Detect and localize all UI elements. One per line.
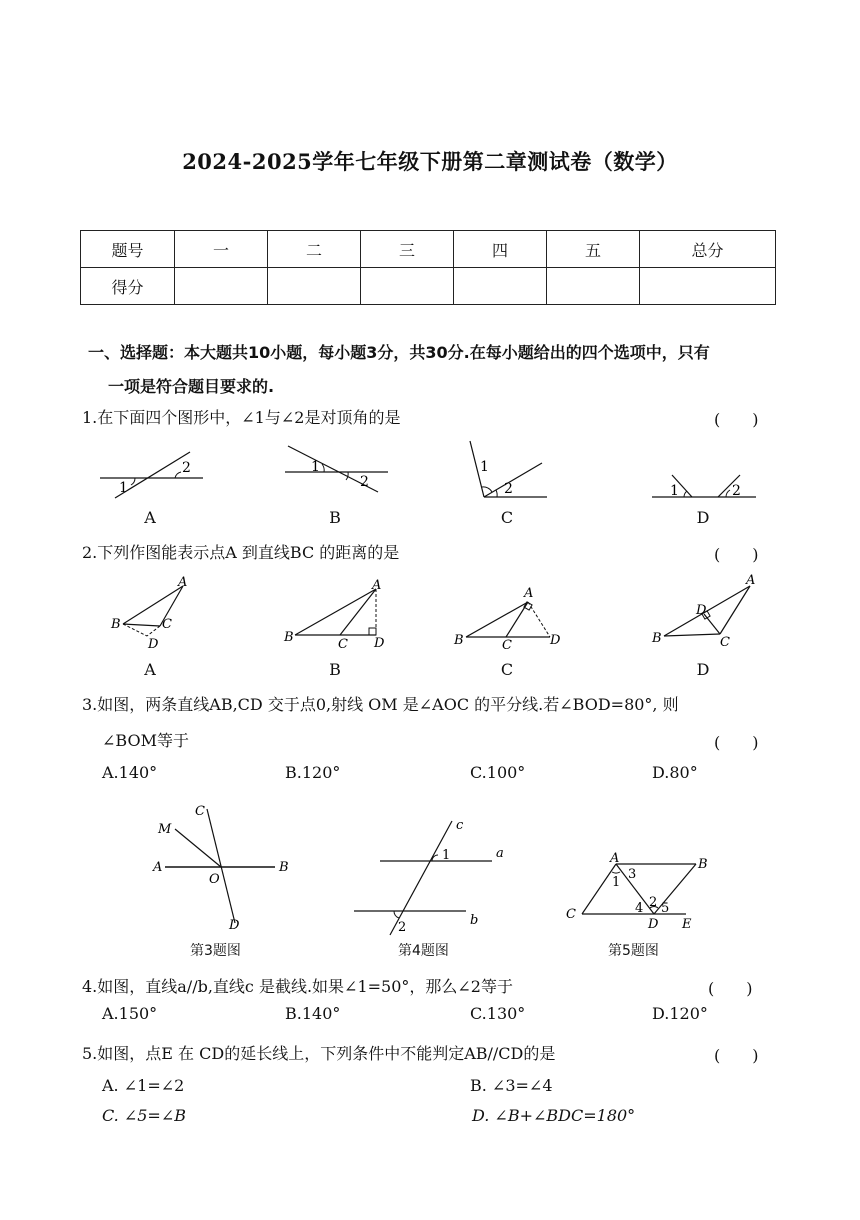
q1-figure-d — [650, 465, 760, 505]
point-label: B — [698, 857, 708, 872]
score-header-cell: 五 — [547, 231, 640, 268]
point-label: D — [648, 917, 659, 932]
score-table-score-row — [81, 268, 776, 305]
score-header-cell: 四 — [454, 231, 547, 268]
score-header-cell: 二 — [268, 231, 361, 268]
q1-label-b: B — [329, 508, 341, 527]
point-label: C — [566, 907, 576, 922]
question-5-text: 5.如图，点E 在 CD的延长线上，下列条件中不能判定AB//CD的是 — [82, 1044, 556, 1063]
q2-label-d: D — [696, 660, 710, 679]
point-label: O — [209, 872, 220, 887]
q4-option-c[interactable]: C.130° — [470, 1004, 526, 1023]
q1-figure-c — [462, 435, 552, 500]
question-4-text: 4.如图，直线a//b,直线c 是截线.如果∠1=50°，那么∠2等于 — [82, 977, 513, 996]
point-label: C — [502, 638, 512, 653]
point-label: A — [524, 586, 534, 601]
point-label: D — [696, 603, 707, 618]
score-row-label: 得分 — [81, 268, 175, 305]
q2-figure-a — [105, 570, 205, 655]
point-label: B — [454, 633, 464, 648]
q4-option-a[interactable]: A.150° — [102, 1004, 158, 1023]
q1-figure-b — [280, 440, 390, 500]
point-label: A — [153, 860, 163, 875]
q2-figure-b — [280, 575, 395, 650]
q1-figure-a — [95, 440, 205, 500]
point-label: A — [178, 575, 188, 590]
point-label: A — [610, 851, 620, 866]
angle-label: 3 — [628, 867, 637, 882]
angle-label: 1 — [670, 483, 679, 499]
question-2-text: 2.下列作图能表示点A 到直线BC 的距离的是 — [82, 543, 400, 562]
angle-label: 1 — [119, 480, 128, 496]
section-heading-line: 一项是符合题目要求的. — [108, 377, 275, 396]
score-header-cell: 题号 — [81, 231, 175, 268]
angle-label: 2 — [504, 481, 513, 497]
point-label: A — [746, 573, 756, 588]
q5-option-c[interactable]: C. ∠5=∠B — [102, 1106, 186, 1125]
answer-paren: ( ) — [714, 733, 759, 752]
q3-option-b[interactable]: B.120° — [285, 763, 341, 782]
q2-label-a: A — [144, 660, 156, 679]
point-label: A — [372, 578, 382, 593]
q4-option-b[interactable]: B.140° — [285, 1004, 341, 1023]
point-label: C — [195, 804, 205, 819]
line-label: c — [456, 818, 464, 833]
angle-label: 2 — [182, 460, 191, 476]
angle-label: 1 — [311, 459, 320, 475]
figure-caption: 第3题图 — [190, 943, 241, 959]
point-label: E — [682, 917, 692, 932]
angle-label: 1 — [442, 848, 451, 863]
angle-label: 2 — [649, 895, 658, 910]
q3-option-d[interactable]: D.80° — [652, 763, 698, 782]
point-label: C — [162, 617, 172, 632]
figure-4 — [350, 815, 504, 940]
answer-paren: ( ) — [714, 410, 759, 429]
angle-label: 1 — [612, 875, 621, 890]
score-cell[interactable] — [547, 268, 640, 305]
point-label: C — [338, 637, 348, 652]
q3-option-a[interactable]: A.140° — [102, 763, 158, 782]
q1-label-c: C — [500, 508, 514, 527]
score-table-header-row — [81, 231, 776, 268]
point-label: B — [652, 631, 662, 646]
angle-label: 2 — [732, 483, 741, 499]
section-heading — [88, 336, 788, 404]
point-label: B — [279, 860, 289, 875]
q3-option-c[interactable]: C.100° — [470, 763, 526, 782]
figure-caption: 第5题图 — [608, 943, 659, 959]
angle-label: 2 — [360, 474, 369, 490]
point-label: D — [148, 637, 159, 652]
q5-option-d[interactable]: D. ∠B+∠BDC=180° — [472, 1106, 636, 1125]
angle-label: 2 — [398, 920, 407, 935]
figure-caption: 第4题图 — [398, 943, 449, 959]
point-label: D — [550, 633, 561, 648]
figure-5 — [560, 848, 735, 933]
figure-3 — [145, 795, 300, 935]
q2-label-b: B — [329, 660, 341, 679]
line-label: a — [496, 846, 504, 861]
score-header-cell: 三 — [361, 231, 454, 268]
point-label: C — [720, 635, 730, 650]
point-label: D — [374, 636, 385, 651]
q2-label-c: C — [500, 660, 514, 679]
score-cell[interactable] — [361, 268, 454, 305]
score-table — [80, 230, 776, 305]
q5-option-a[interactable]: A. ∠1=∠2 — [102, 1076, 185, 1095]
score-cell[interactable] — [640, 268, 776, 305]
answer-paren: ( ) — [714, 1046, 759, 1065]
angle-label: 4 — [635, 901, 644, 916]
q5-option-b[interactable]: B. ∠3=∠4 — [470, 1076, 553, 1095]
q1-label-a: A — [144, 508, 156, 527]
q2-figure-d — [648, 570, 763, 650]
point-label: D — [229, 918, 240, 933]
score-cell[interactable] — [268, 268, 361, 305]
score-header-cell: 总分 — [640, 231, 776, 268]
question-3-text-line2: ∠BOM等于 — [102, 731, 189, 750]
answer-paren: ( ) — [708, 979, 753, 998]
question-3-text-line1: 3.如图，两条直线AB,CD 交于点0,射线 OM 是∠AOC 的平分线.若∠BOD=80°, 则 — [82, 695, 679, 714]
score-header-cell: 一 — [175, 231, 268, 268]
answer-paren: ( ) — [714, 545, 759, 564]
q1-label-d: D — [696, 508, 710, 527]
angle-label: 5 — [661, 901, 670, 916]
q2-figure-c — [452, 580, 572, 653]
angle-label: 1 — [480, 459, 489, 475]
q4-option-d[interactable]: D.120° — [652, 1004, 708, 1023]
section-heading-line: 一、选择题：本大题共10小题，每小题3分，共30分.在每小题给出的四个选项中，只有 — [88, 343, 710, 362]
point-label: B — [284, 630, 294, 645]
question-1-text: 1.在下面四个图形中，∠1与∠2是对顶角的是 — [82, 408, 401, 427]
point-label: B — [111, 617, 121, 632]
point-label: M — [158, 822, 172, 837]
page-title: 2024-2025学年七年级下册第二章测试卷（数学） — [182, 149, 678, 174]
score-cell[interactable] — [175, 268, 268, 305]
line-label: b — [470, 913, 479, 928]
score-cell[interactable] — [454, 268, 547, 305]
